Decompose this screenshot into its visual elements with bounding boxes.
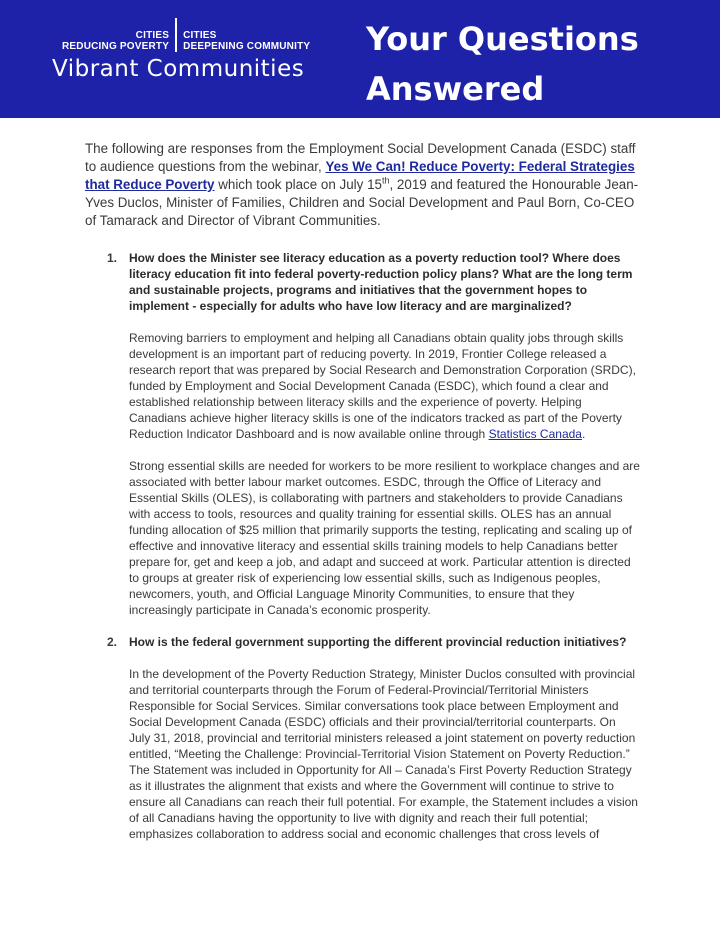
statistics-canada-link[interactable]: Statistics Canada bbox=[488, 427, 582, 441]
question-number: 2. bbox=[107, 635, 118, 649]
logo-text-row bbox=[62, 18, 332, 52]
logo-right-column bbox=[183, 18, 310, 52]
vibrant-communities-logo bbox=[52, 18, 332, 98]
document-body bbox=[85, 140, 640, 842]
question-item-1 bbox=[85, 250, 640, 618]
answer-paragraph: In the development of the Poverty Reduction Strategy, Minister Duclos consulted with provincial and territorial counterparts through the Forum of Federal-Provincial/Territorial Ministers Responsible for Social Services. Similar conversations took place between Employment and Social Development Canada (ESDC) officials and their provincial/territorial counterparts. On July 31, 2018, provincial and territorial ministers released a joint statement on poverty reduction entitled, “Meeting the Challenge: Provincial-Territorial Vision Statement on Poverty Reduction.” The Statement was included in Opportunity for All – Canada’s First Poverty Reduction Strategy as it illustrates the alignment that exists and where the Government will continue to strive to ensure all Canadians can reach their full potential. For example, the Statement includes a vision of all Canadians having the opportunity to live with dignity and reach their full potential; emphasizes collaboration to address social and economic challenges that cross levels of bbox=[129, 667, 638, 841]
question-text: How does the Minister see literacy education as a poverty reduction tool? Where does literacy education fit into federal poverty-reduction policy plans? What are the long term and sustainable projects, programs and initiatives that the government hopes to implement - especially for adults who have low literacy and are marginalized? bbox=[129, 251, 633, 313]
logo-right-tagline: DEEPENING COMMUNITY bbox=[183, 41, 311, 52]
intro-text-start: The following are responses from the Employment Social Development Canada (ESDC) staff to audience questions from the webinar, bbox=[85, 141, 636, 174]
logo-right-cities: CITIES bbox=[183, 30, 217, 41]
intro-text-date: which took place on July 15 bbox=[214, 177, 382, 192]
page-title-line-2: Answered bbox=[366, 70, 545, 108]
page-title-line-1: Your Questions bbox=[366, 20, 639, 58]
logo-left-column bbox=[62, 18, 169, 52]
logo-divider bbox=[175, 18, 177, 52]
webinar-link[interactable]: Yes We Can! Reduce Poverty: Federal Strategies that Reduce Poverty bbox=[85, 159, 635, 192]
answer-paragraph: Strong essential skills are needed for workers to be more resilient to workplace changes and are associated with better labour market outcomes. ESDC, through the Office of Literacy and Essential Skills (OLES), is collaborating with partners and stakeholders to provide Canadians with access to tools, resources and quality training for essential skills. OLES has an annual funding allocation of $25 million that primarily supports the testing, replicating and scaling up of effective and innovative literacy and essential skills training models to help Canadians better prepare for, get and keep a job, and adapt and succeed at work. Particular attention is directed to groups at greater risk of experiencing low essential skills, such as Indigenous peoples, newcomers, youth, and Official Language Minority Communities, to ensure that they increasingly participate in Canada’s economic prosperity. bbox=[129, 459, 640, 617]
page-header bbox=[0, 0, 720, 118]
logo-left-cities: CITIES bbox=[135, 30, 170, 41]
logo-left-tagline: REDUCING POVERTY bbox=[62, 41, 170, 52]
answer-paragraph bbox=[129, 330, 640, 442]
logo-brand-name: Vibrant Communities bbox=[52, 56, 305, 82]
questions-list bbox=[85, 250, 640, 842]
answer-text-end: . bbox=[581, 427, 586, 441]
question-item-2 bbox=[85, 634, 640, 842]
answer-text: Removing barriers to employment and helping all Canadians obtain quality jobs through skills development is an important part of reducing poverty. In 2019, Frontier College released a research report that was prepared by Social Research and Demonstration Corporation (SRDC), funded by Employment and Social Development Canada (ESDC), which found a clear and established relationship between literacy skills and the experience of poverty. Helping Canadians achieve higher literacy skills is one of the indicators tracked as part of the Poverty Reduction Indicator Dashboard and is now available online through bbox=[129, 331, 636, 441]
intro-date-superscript: th bbox=[381, 175, 390, 186]
intro-paragraph bbox=[85, 140, 640, 230]
question-text: How is the federal government supporting the different provincial reduction initiatives? bbox=[129, 635, 627, 649]
intro-text-end: , 2019 and featured the Honourable Jean-Yves Duclos, Minister of Families, Children and Social Development and Paul Born, Co-CEO of Tamarack and Director of Vibrant Communities. bbox=[85, 177, 639, 228]
question-number: 1. bbox=[107, 251, 118, 265]
page-title bbox=[366, 14, 639, 114]
